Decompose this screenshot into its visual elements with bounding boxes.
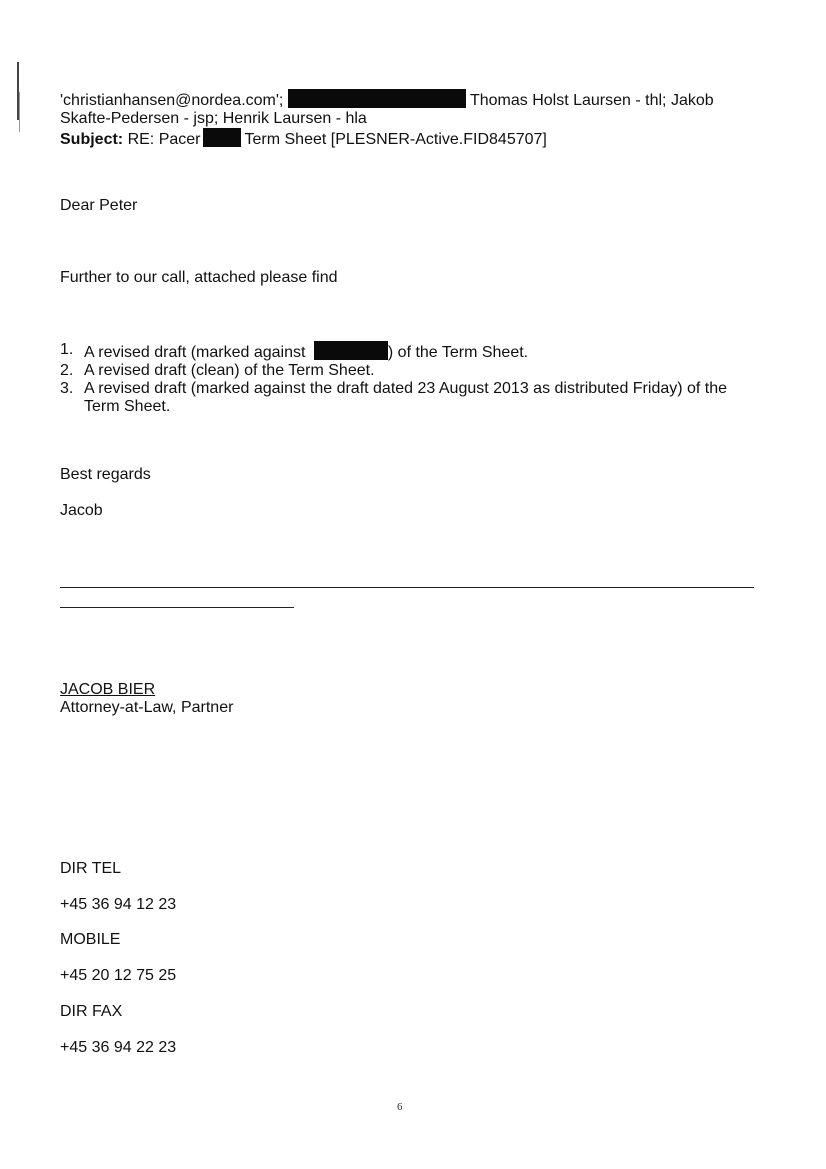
- signoff: Jacob: [60, 502, 103, 519]
- subject-label: Subject:: [60, 131, 124, 148]
- signature-name: JACOB BIER: [60, 681, 156, 698]
- dir-fax-label: DIR FAX: [60, 1003, 123, 1020]
- recipients-line-1: [60, 89, 760, 110]
- closing: Best regards: [60, 466, 151, 483]
- email-header: [60, 89, 760, 149]
- dir-fax-value: +45 36 94 22 23: [60, 1039, 177, 1056]
- greeting: Dear Peter: [60, 197, 138, 214]
- list-item-text-end: ) of the Term Sheet.: [387, 344, 529, 361]
- separator-line: [60, 587, 754, 588]
- scan-margin-mark-faint: [19, 92, 20, 132]
- list-item: [60, 362, 760, 380]
- mobile-label: MOBILE: [60, 931, 121, 948]
- intro-text: Further to our call, attached please find: [60, 269, 338, 286]
- list-item-number: 2.: [60, 362, 74, 379]
- mobile-value: +45 20 12 75 25: [60, 967, 177, 984]
- page-number: 6: [397, 1101, 403, 1113]
- subject-text-start: RE: Pacer: [127, 131, 201, 148]
- list-item-text-line-1: A revised draft (marked against the draft dated 23 August 2013 as distributed Friday) of the: [84, 380, 728, 397]
- list-item-text-start: A revised draft (marked against: [84, 344, 306, 361]
- subject-text-end: Term Sheet [PLESNER-Active.FID845707]: [244, 131, 547, 148]
- redaction-box-subject: [203, 128, 241, 147]
- redaction-box-list: [314, 341, 388, 360]
- signature-title: Attorney-at-Law, Partner: [60, 699, 234, 716]
- recipient-names: Thomas Holst Laursen - thl; Jakob: [469, 92, 714, 109]
- list-item: [60, 341, 760, 362]
- attachment-list: [60, 341, 760, 416]
- separator-line-short: [60, 607, 294, 608]
- dir-tel-label: DIR TEL: [60, 860, 122, 877]
- list-item: [60, 380, 760, 416]
- subject-line: [60, 128, 760, 149]
- list-item-text-line-2: Term Sheet.: [84, 398, 171, 415]
- recipients-line-2: Skafte-Pedersen - jsp; Henrik Laursen - hla: [60, 110, 367, 127]
- list-item-number: 3.: [60, 380, 74, 397]
- list-item-text: A revised draft (clean) of the Term Sheet.: [84, 362, 375, 379]
- recipient-email: 'christianhansen@nordea.com';: [60, 92, 284, 109]
- dir-tel-value: +45 36 94 12 23: [60, 896, 177, 913]
- list-item-number: 1.: [60, 341, 74, 358]
- redaction-box-recipient: [288, 89, 466, 108]
